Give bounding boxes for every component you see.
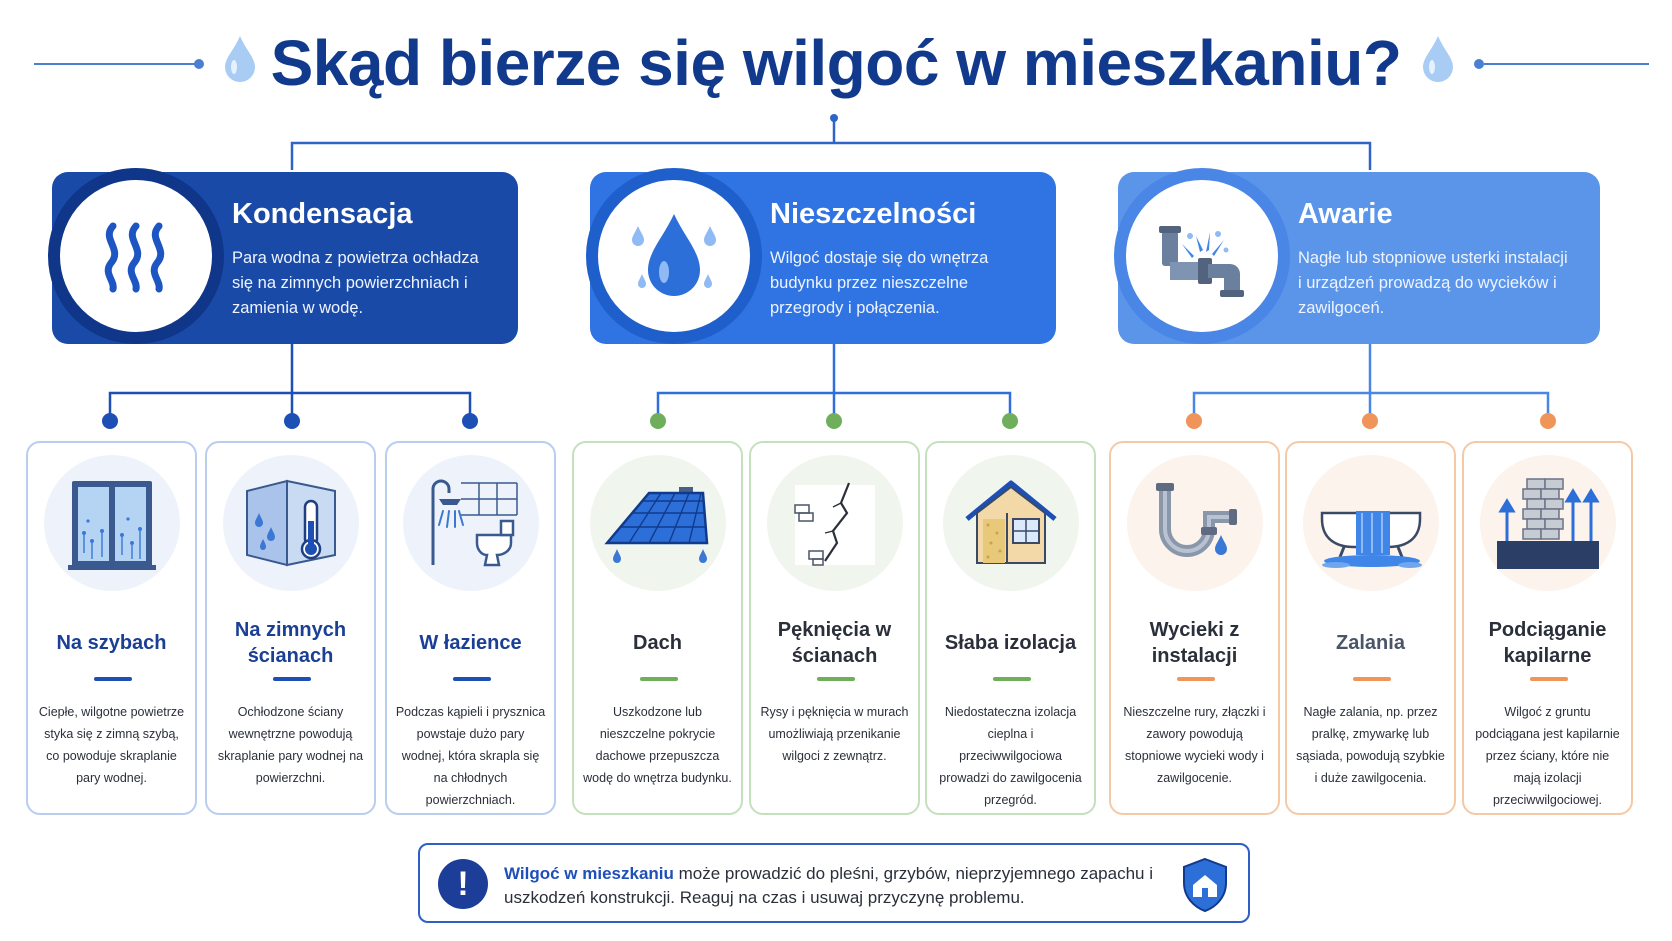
- category-title: Kondensacja: [232, 198, 413, 230]
- card-description: Uszkodzone lub nieszczelne pokrycie dachowe przepuszcza wodę do wnętrza budynku.: [583, 705, 732, 785]
- warning-note: [418, 843, 1250, 923]
- roof-leak-icon: [603, 473, 713, 573]
- category-description: Nagłe lub stopniowe usterki instalacji i urządzeń prowadzą do wycieków i zawilgoceń.: [1298, 249, 1568, 317]
- card-description: Wilgoć z gruntu podciągana jest kapilarnie przez ściany, które nie mają izolacji przeciwwilgociowej.: [1475, 705, 1620, 807]
- card-divider: [453, 677, 491, 681]
- capillary-rise-icon: [1493, 473, 1603, 573]
- exclamation-icon: !: [438, 859, 488, 909]
- page-title: Skąd bierze się wilgoć w mieszkaniu?: [270, 27, 1402, 99]
- category-nieszczelnosci: [590, 172, 1056, 344]
- house-insulation-icon: [961, 473, 1061, 573]
- category-description: Wilgoć dostaje się do wnętrza budynku przez nieszczelne przegrody i połączenia.: [770, 249, 989, 317]
- card-description: Nieszczelne rury, złączki i zawory powodują stopniowe wycieki wody i zawilgocenie.: [1123, 705, 1266, 785]
- card-title: Podciąganie kapilarne: [1488, 619, 1607, 667]
- card-description: Ochłodzone ściany wewnętrzne powodują skraplanie pary wodnej na powierzchni.: [217, 705, 364, 785]
- card-description: Rysy i pęknięcia w murach umożliwiają przenikanie wilgoci z zewnątrz.: [760, 705, 909, 763]
- warning-note-text: [504, 862, 1154, 910]
- card-illustration: [44, 455, 180, 591]
- pipe-leak-icon: [1145, 473, 1245, 573]
- card-divider: [1177, 677, 1215, 681]
- card-illustration: [590, 455, 726, 591]
- card-na-szybach: [26, 441, 197, 815]
- category-title: Nieszczelności: [770, 198, 977, 230]
- card-illustration: [943, 455, 1079, 591]
- card-divider: [640, 677, 678, 681]
- leaking-pipe-icon: [1152, 206, 1252, 306]
- card-slaba-izolacja: [925, 441, 1096, 815]
- card-title: Zalania: [1336, 632, 1405, 654]
- card-divider: [1353, 677, 1391, 681]
- category-awarie: [1118, 172, 1600, 344]
- card-na-zimnych-scianach: [205, 441, 376, 815]
- card-dach: [572, 441, 743, 815]
- card-title: Słaba izolacja: [944, 632, 1077, 654]
- bathroom-shower-icon: [421, 473, 521, 573]
- card-zalania: [1285, 441, 1456, 815]
- card-pekniecia-w-scianach: [749, 441, 920, 815]
- category-icon-circle: [586, 168, 762, 344]
- card-illustration: [403, 455, 539, 591]
- category-icon-circle: [48, 168, 224, 344]
- category-kondensacja: [52, 172, 518, 344]
- card-title: W łazience: [419, 632, 522, 654]
- warning-note-body: może prowadzić do pleśni, grzybów, nieprzyjemnego zapachu i uszkodzeń konstrukcji. Reaguj na czas i usuwaj przyczynę problemu.: [504, 864, 1153, 907]
- card-illustration: [767, 455, 903, 591]
- wall-crack-icon: [785, 473, 885, 573]
- house-shield-icon: [1180, 857, 1230, 913]
- card-illustration: [1127, 455, 1263, 591]
- card-description: Nagłe zalania, np. przez pralkę, zmywarkę lub sąsiada, powodują szybkie i duże zawilgocenia.: [1296, 705, 1445, 785]
- warning-note-highlight: Wilgoć w mieszkaniu: [504, 864, 674, 883]
- card-description: Ciepłe, wilgotne powietrze styka się z zimną szybą, co powoduje skraplanie pary wodnej.: [38, 705, 185, 785]
- window-condensation-icon: [62, 473, 162, 573]
- water-drop-icon: [624, 206, 724, 306]
- steam-icon: [91, 211, 181, 301]
- card-divider: [993, 677, 1031, 681]
- category-icon-circle: [1114, 168, 1290, 344]
- card-wycieki-z-instalacji: [1109, 441, 1280, 815]
- card-illustration: [1480, 455, 1616, 591]
- card-illustration: [223, 455, 359, 591]
- card-title: Na szybach: [56, 632, 167, 654]
- card-description: Podczas kąpieli i prysznica powstaje dużo pary wodnej, która skrapla się na chłodnych powierzchniach.: [395, 705, 546, 807]
- category-description: Para wodna z powietrza ochładza się na zimnych powierzchniach i zamienia w wodę.: [232, 249, 479, 317]
- card-divider: [273, 677, 311, 681]
- card-divider: [94, 677, 132, 681]
- card-divider: [1530, 677, 1568, 681]
- card-w-lazience: [385, 441, 556, 815]
- category-title: Awarie: [1298, 198, 1393, 230]
- card-title: Dach: [633, 632, 682, 654]
- card-title: Pęknięcia w ścianach: [777, 619, 892, 667]
- card-title: Na zimnych ścianach: [234, 619, 347, 667]
- bathtub-flood-icon: [1316, 473, 1426, 573]
- card-illustration: [1303, 455, 1439, 591]
- card-podciaganie-kapilarne: [1462, 441, 1633, 815]
- cold-wall-thermometer-icon: [241, 473, 341, 573]
- card-description: Niedostateczna izolacja cieplna i przeciwwilgociowa prowadzi do zawilgocenia przegród.: [939, 705, 1082, 807]
- card-title: Wycieki z instalacji: [1149, 619, 1240, 667]
- card-divider: [817, 677, 855, 681]
